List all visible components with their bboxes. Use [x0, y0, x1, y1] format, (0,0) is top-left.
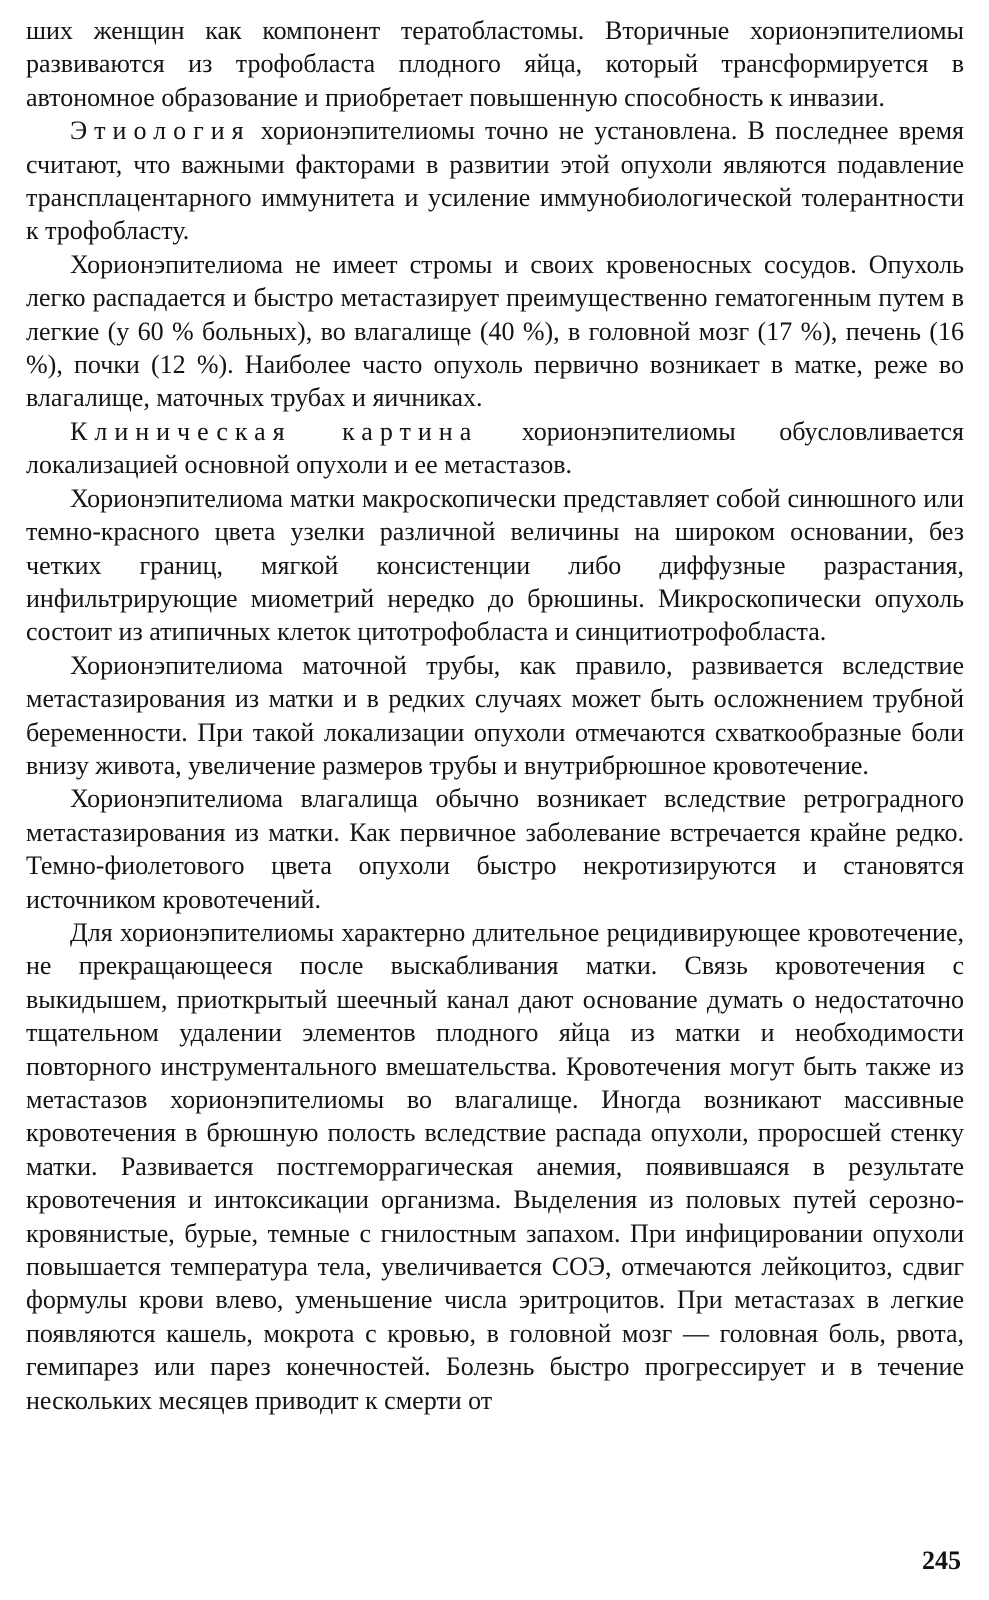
paragraph-continuation: ших женщин как компонент тератобластомы. Вторичные хорионэпителиомы развиваются из трофобласта плодного яйца, который трансформируется в автономное образование и приобретает повышенную способность к инвазии.: [26, 16, 964, 112]
paragraph-metastasis: Хорионэпителиома не имеет стромы и своих кровеносных сосудов. Опухоль легко распадается и быстро метастазирует преимущественно гематогенным путем в легкие (у 60 % больных), во влагалище (40 %), в головной мозг (17 %), печень (16 %), почки (12 %). Наиболее часто опухоль первично возникает в матке, реже во влагалище, маточных трубах и яичниках.: [26, 249, 964, 413]
paragraph-text: хорионэпителиомы обусловливается локализацией основной опухоли и ее метастазов.: [26, 416, 965, 480]
paragraph-clinical-picture: [26, 415, 964, 482]
paragraph-fallopian-tube: Хорионэпителиома маточной трубы, как правило, развивается вследствие метастазирования из матки и в редких случаях может быть осложнением трубной беременности. При такой локализации опухоли отмечаются схваткообразные боли внизу живота, увеличение размеров трубы и внутрибрюшное кровотечение.: [26, 650, 964, 780]
spaced-heading-clinical-picture: Клиническая картина: [70, 416, 479, 446]
page-body: [26, 14, 964, 1417]
paragraph-etiology: [26, 114, 964, 248]
page-number: 245: [922, 1546, 961, 1575]
spaced-heading-etiology: Этиология: [70, 116, 251, 146]
paragraph-text: хорионэпителиомы точно не установлена. В последнее время считают, что важными факторами в развитии этой опухоли являются подавление трансплацентарного иммунитета и усиление иммунобиологической толерантности к трофобласту.: [26, 116, 964, 246]
paragraph-bleeding: Для хорионэпителиомы характерно длительное рецидивирующее кровотечение, не прекращающееся после выскабливания матки. Связь кровотечения с выкидышем, приоткрытый шеечный канал дают основание думать о недостаточно тщательном удалении элементов плодного яйца из матки и необходимости повторного инструментального вмешательства. Кровотечения могут быть также из метастазов хорионэпителиомы во влагалище. Иногда возникают массивные кровотечения в брюшную полость вследствие распада опухоли, проросшей стенку матки. Развивается постгеморрагическая анемия, появившаяся в результате кровотечения и интоксикации организма. Выделения из половых путей серозно-кровянистые, бурые, темные с гнилостным запахом. При инфицировании опухоли повышается температура тела, увеличивается СОЭ, отмечаются лейкоцитоз, сдвиг формулы крови влево, уменьшение числа эритроцитов. При метастазах в легкие появляются кашель, мокрота с кровью, в головной мозг — головная боль, рвота, гемипарез или парез конечностей. Болезнь быстро прогрессирует и в течение нескольких месяцев приводит к смерти от: [26, 917, 964, 1415]
paragraph-vagina: Хорионэпителиома влагалища обычно возникает вследствие ретроградного метастазирования из матки. Как первичное заболевание встречается крайне редко. Темно-фиолетового цвета опухоли быстро некротизируются и становятся источником кровотечений.: [26, 784, 964, 914]
paragraph-uterus: Хорионэпителиома матки макроскопически представляет собой синюшного или темно-красного цвета узелки различной величины на широком основании, без четких границ, мягкой консистенции либо диффузные разрастания, инфильтрирующие миометрий нередко до брюшины. Микроскопически опухоль состоит из атипичных клеток цитотрофобласта и синцитиотрофобласта.: [26, 483, 964, 647]
